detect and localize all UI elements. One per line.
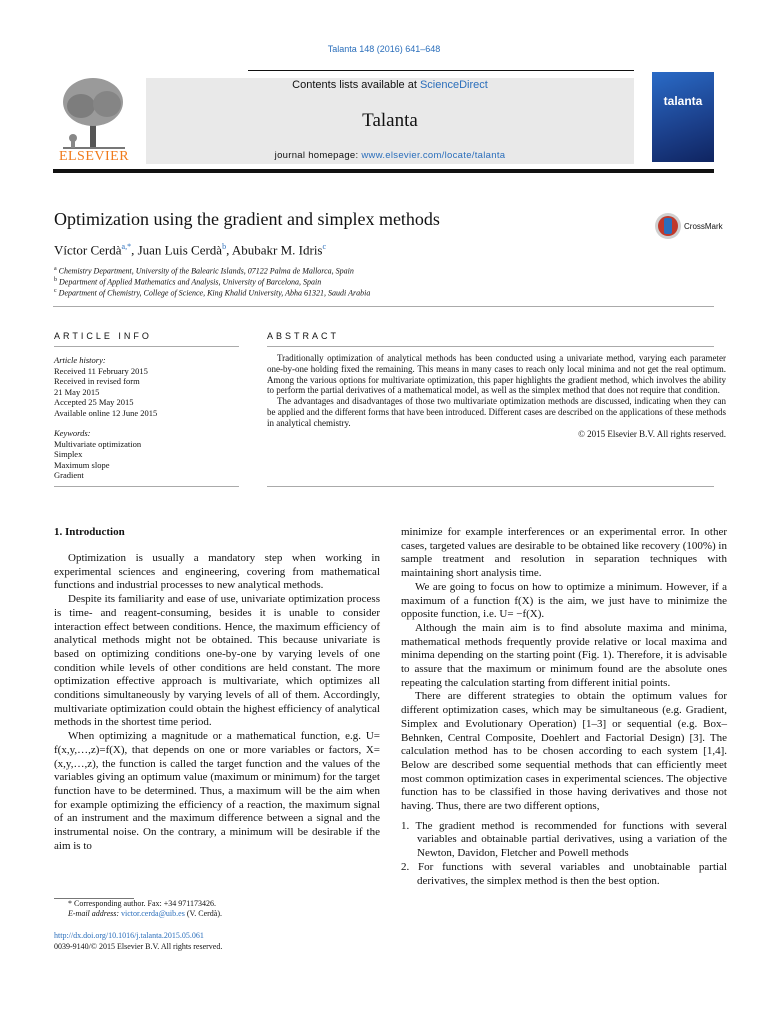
affiliation: [54, 277, 321, 287]
author-name[interactable]: Abubakr M. Idris: [231, 242, 323, 258]
affiliation-mark: a: [54, 266, 57, 272]
author-separator: ,: [226, 242, 232, 258]
homepage-prefix: journal homepage:: [274, 150, 362, 161]
email-link[interactable]: victor.cerda@uib.es: [121, 909, 185, 918]
article-history: [54, 355, 244, 419]
keyword: Simplex: [54, 449, 83, 460]
elsevier-logo-text: ELSEVIER: [58, 149, 130, 164]
keywords-label: Keywords:: [54, 428, 91, 438]
affiliation-mark: c: [54, 288, 57, 294]
affiliation-rule: [53, 306, 714, 307]
history-item: Available online 12 June 2015: [54, 407, 158, 418]
abstract-heading: ABSTRACT: [267, 331, 340, 341]
email-suffix: (V. Cerdà).: [184, 909, 223, 918]
author-separator: ,: [131, 242, 138, 258]
keywords: [54, 428, 244, 481]
history-item: Received 11 February 2015: [54, 365, 148, 376]
right-column: [401, 526, 727, 888]
contents-prefix: Contents lists available at: [292, 79, 420, 91]
affiliation: [54, 266, 354, 276]
affiliation-mark: b: [54, 277, 57, 283]
affiliation: [54, 288, 370, 298]
keyword: Maximum slope: [54, 459, 110, 470]
left-column: [54, 552, 380, 853]
journal-cover-title: talanta: [663, 94, 703, 108]
author-marks[interactable]: b: [222, 242, 227, 251]
journal-name: Talanta: [362, 110, 418, 131]
homepage-line: [146, 150, 634, 161]
doi-block: [54, 931, 384, 952]
history-item: 21 May 2015: [54, 386, 100, 397]
footnote: [54, 899, 384, 919]
body-paragraph: minimize for example interferences or an experimental error. In other cases, targeted values are desirable to be obtained like recovery (100%) in sample treatment and resolution in separation techniques with maintaining short analysis time.: [401, 526, 727, 580]
email-line: [54, 909, 384, 919]
body-paragraph: We are going to focus on how to optimize a minimum. However, if a maximum of a function f(X) is the aim, we just have to minimize the opposite function, i.e. U= −f(X).: [401, 580, 727, 621]
history-label: Article history:: [54, 355, 106, 365]
author-marks[interactable]: c: [322, 242, 327, 251]
corresponding-author: * Corresponding author. Fax: +34 971173426.: [68, 899, 216, 908]
body-paragraph: There are different strategies to obtain the optimum values for different optimization cases, which may be simultaneous (e.g. Gradient, Simplex and Evolutionary Operation) [1–3] or sequential (e.g. Box–Behnken, Central Composite, Doehlert and Factorial Design) [3]. The calculation method has to be chosen according to each system [1,4]. Below are described some sequential methods that can efficiently meet most common optimization cases in experimental sciences. The objective function has to be classified in those having derivatives and those not having. Thus, there are two different options,: [401, 690, 727, 813]
article-info-heading: ARTICLE INFO: [54, 331, 152, 341]
author-list: [54, 242, 326, 258]
affiliation-text: Chemistry Department, University of the Balearic Islands, 07122 Palma de Mallorca, Spain: [58, 266, 354, 276]
header-thick-rule: [53, 169, 714, 173]
article-info-rule: [54, 346, 239, 347]
keyword: Gradient: [54, 470, 84, 481]
abstract-body: [267, 353, 726, 439]
keyword: Multivariate optimization: [54, 438, 142, 449]
journal-citation[interactable]: Talanta 148 (2016) 641–648: [327, 44, 441, 54]
doi-link[interactable]: http://dx.doi.org/10.1016/j.talanta.2015.05.061: [54, 931, 204, 940]
crossmark-icon[interactable]: [654, 212, 682, 240]
body-paragraph: Optimization is usually a mandatory step when working in experimental sciences and engineering, covering from mathematical functions and industrial processes to new analytical methods.: [54, 552, 380, 592]
abstract-bottom-rule: [267, 486, 714, 487]
sciencedirect-link[interactable]: ScienceDirect: [419, 79, 488, 91]
author-marks[interactable]: a,*: [121, 242, 132, 251]
history-item: Accepted 25 May 2015: [54, 397, 134, 408]
article-title: Optimization using the gradient and simplex methods: [54, 209, 440, 229]
issn-line: 0039-9140/© 2015 Elsevier B.V. All rights reserved.: [54, 941, 223, 951]
abstract-paragraph: The advantages and disadvantages of those two multivariate optimization methods are discussed, indicating when they can be applied and the different forms that have been introduced. Different cases are described on the applications of these methods in analytical chemistry.: [267, 396, 726, 428]
body-paragraph: When optimizing a magnitude or a mathematical function, e.g. U= f(x,y,…,z)=f(X), that depends on one or more variables or factors, X=(x,y,…,z), the function is called the target function and the values of the variables giving an optimum value (maximum or minimum) for the target function have to be determined. Thus, a maximum will be the aim when for example optimizing the efficiency of a reaction, the maximum signal of an instrument and the maximum difference between a signal and the instrumental noise. On the contrary, a minimum will be desirable if the aim is to: [54, 730, 380, 852]
section-heading: 1. Introduction: [54, 526, 125, 538]
body-paragraph: Despite its familiarity and ease of use, univariate optimization process is time- and reagent-consuming, besides it is unable to consider interaction effect between conditions. Hence, the maximum efficiency of analytical methods might not be obtained. This because univariate is based on optimizing conditions one-by-one by varying levels of one condition while levels of other conditions are held constant. The more optimization effective approach is multivariate, which optimizes all conditions simultaneously by varying levels of all of them. Accordingly, multivariate optimization could obtain the highest efficiency of analytical methods in the shortest time period.: [54, 593, 380, 729]
method-list: [401, 820, 727, 889]
abstract-rule: [267, 346, 714, 347]
abstract-copyright: © 2015 Elsevier B.V. All rights reserved.: [578, 428, 726, 439]
body-paragraph: Although the main aim is to find absolute maxima and minima, mathematical methods frequently provide relative or local maxima and minima depending on the starting point (Fig. 1). Therefore, it is advisable to assure that the maximum or minimum found are the absolute ones repeating the calculation starting from different initial points.: [401, 621, 727, 689]
affiliation-text: Department of Chemistry, College of Science, King Khalid University, Abha 61321, Saudi Arabia: [58, 288, 371, 298]
list-item: 1. The gradient method is recommended for functions with several variables and obtainable partial derivatives, using a variation of the Newton, Davidon, Fletcher and Powell methods: [401, 819, 727, 860]
abstract-paragraph: Traditionally optimization of analytical methods has been conducted using a univariate method, varying each parameter one-by-one holding fixed the remaining. This means in many cases to reach only local minima and not get the real optimum. Among the various options for multivariate optimization, this paper highlights the gradient method, which involves the ability to perform the partial derivatives of a mathematical model, as well as the simplex method that does not require that condition.: [267, 353, 726, 396]
header-rule: [248, 70, 634, 71]
crossmark-label[interactable]: CrossMark: [684, 222, 723, 231]
contents-line: [146, 79, 634, 91]
history-item: Received in revised form: [54, 376, 140, 387]
author-name[interactable]: Juan Luis Cerdà: [137, 242, 223, 258]
email-label: E-mail address:: [68, 909, 122, 918]
info-bottom-rule: [54, 486, 239, 487]
journal-cover-image: [652, 72, 714, 162]
affiliation-text: Department of Applied Mathematics and Analysis, University of Barcelona, Spain: [59, 277, 322, 287]
author-name[interactable]: Víctor Cerdà: [54, 242, 122, 258]
list-item: 2. For functions with several variables and unobtainable partial derivatives, the simplex method is then the best option.: [401, 860, 727, 887]
homepage-link[interactable]: www.elsevier.com/locate/talanta: [361, 150, 506, 161]
